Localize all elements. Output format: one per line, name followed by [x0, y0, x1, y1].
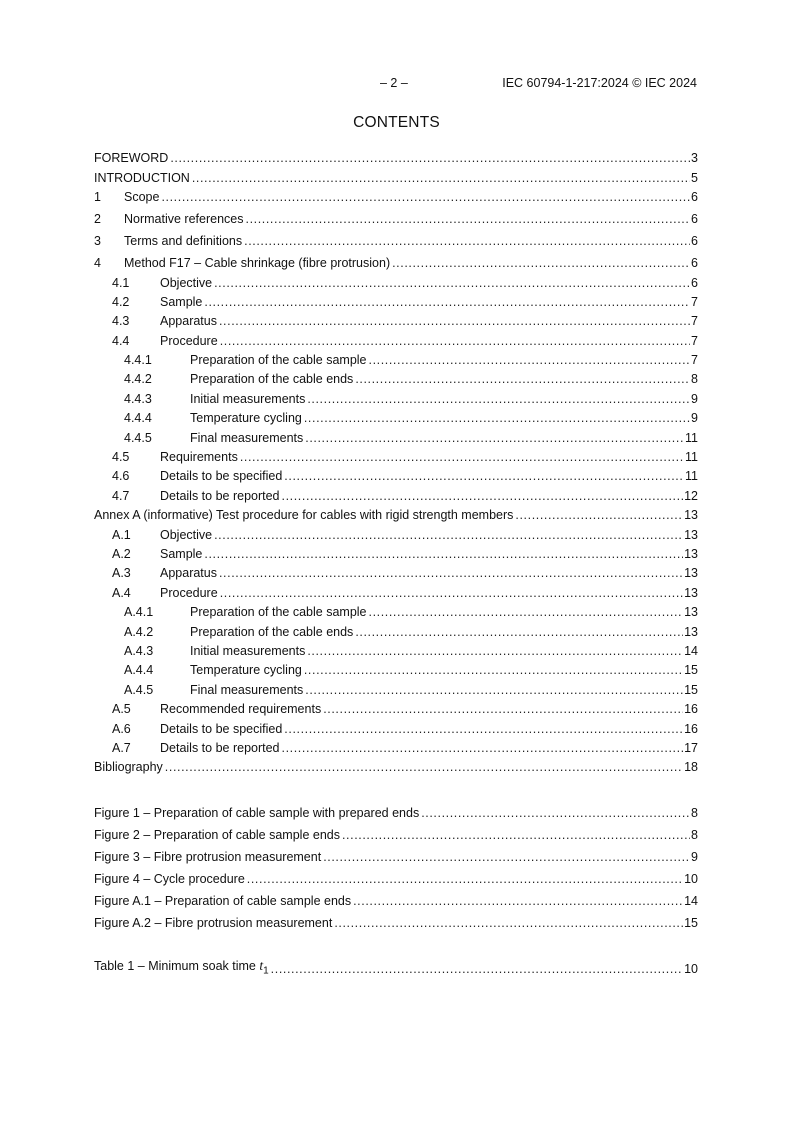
toc-entry[interactable] [94, 755, 698, 774]
toc-entry-title: Recommended requirements [160, 702, 322, 717]
table-entry[interactable] [94, 954, 698, 976]
toc-entry-title: Details to be specified [160, 469, 283, 484]
dot-leader [204, 545, 683, 559]
figure-entry-title: Figure 1 – Preparation of cable sample with prepared ends [94, 806, 420, 821]
toc-entry-page: 13 [684, 624, 698, 639]
toc-entry[interactable] [94, 309, 698, 328]
figure-entry[interactable] [94, 908, 698, 930]
figure-entry[interactable] [94, 842, 698, 864]
toc-entry-number: 4.4.2 [124, 372, 152, 387]
toc-entry-page: 6 [691, 190, 698, 205]
toc-entry[interactable] [94, 185, 698, 204]
toc-entry-number: A.4.2 [124, 624, 154, 639]
variable-subscript: 1 [263, 965, 269, 977]
toc-entry[interactable] [94, 483, 698, 502]
toc-entry-number: 4.6 [112, 469, 130, 484]
dot-leader [369, 603, 684, 617]
toc-entry-page: 13 [684, 585, 698, 600]
toc-entry-number: 4.3 [112, 314, 130, 329]
toc-entry[interactable] [94, 677, 698, 696]
dot-leader [307, 390, 690, 404]
dot-leader [247, 870, 683, 884]
dot-leader [204, 293, 690, 307]
section-spacer [94, 774, 698, 798]
toc-entry-page: 13 [684, 546, 698, 561]
toc-entry-page: 11 [685, 469, 698, 484]
dot-leader [284, 720, 683, 734]
toc-entry[interactable] [94, 270, 698, 289]
toc-entry-title: Temperature cycling [190, 411, 302, 426]
figure-entry-page: 8 [691, 828, 698, 843]
toc-entry-title: Procedure [160, 333, 218, 348]
toc-entry-title: Procedure [160, 585, 218, 600]
figure-entry[interactable] [94, 886, 698, 908]
figure-entry[interactable] [94, 864, 698, 886]
toc-entry-number: A.4.4 [124, 663, 154, 678]
dot-leader [515, 506, 683, 520]
dot-leader [307, 642, 683, 656]
variable-symbol: t [259, 957, 264, 973]
dot-leader [355, 370, 690, 384]
toc-entry-title: Objective [160, 275, 213, 290]
toc-entry-page: 6 [691, 275, 698, 290]
toc-entry-number: 4.4.4 [124, 411, 152, 426]
toc-entry[interactable] [94, 639, 698, 658]
dot-leader [353, 892, 683, 906]
toc-entry-page: 12 [684, 488, 698, 503]
dot-leader [192, 169, 690, 183]
toc-entry-page: 11 [685, 430, 698, 445]
toc-entry-page: 7 [691, 353, 698, 368]
toc-entry-number: 4 [94, 256, 101, 271]
dot-leader [304, 409, 690, 423]
toc-entry-title: Temperature cycling [190, 663, 302, 678]
toc-entry-page: 3 [691, 151, 698, 166]
toc-entry-number: 4.4.1 [124, 353, 152, 368]
toc-entry-title: Initial measurements [190, 643, 306, 658]
dot-leader [214, 274, 690, 288]
figure-entry-page: 8 [691, 806, 698, 821]
toc-entry-title: Terms and definitions [124, 234, 243, 249]
figure-entry[interactable] [94, 820, 698, 842]
toc-entry[interactable] [94, 464, 698, 483]
toc-entry-title: Preparation of the cable sample [190, 605, 367, 620]
toc-entry-title: Annex A (informative) Test procedure for cables with rigid strength members [94, 508, 514, 523]
figure-entry-page: 9 [691, 850, 698, 865]
toc-entry[interactable] [94, 348, 698, 367]
toc-entry-title: Sample [160, 294, 203, 309]
toc-entry-number: 4.4.5 [124, 430, 152, 445]
toc-entry-number: A.5 [112, 702, 131, 717]
toc-entry-number: A.3 [112, 566, 131, 581]
figure-entry-title: Figure A.2 – Fibre protrusion measurement [94, 916, 333, 931]
dot-leader [284, 467, 684, 481]
toc-entry[interactable] [94, 736, 698, 755]
toc-entry[interactable] [94, 697, 698, 716]
toc-entry-title: Method F17 – Cable shrinkage (fibre protrusion) [124, 256, 391, 271]
toc-entry[interactable] [94, 716, 698, 735]
dot-leader [246, 210, 691, 224]
toc-entry-page: 17 [684, 740, 698, 755]
toc-entry[interactable] [94, 542, 698, 561]
page-header [0, 76, 793, 92]
section-spacer [94, 930, 698, 954]
dot-leader [219, 564, 683, 578]
toc-entry-title: Apparatus [160, 566, 217, 581]
figure-entry-page: 15 [684, 916, 698, 931]
toc-entry[interactable] [94, 503, 698, 522]
toc-entry-title: FOREWORD [94, 151, 169, 166]
dot-leader [305, 681, 683, 695]
toc-entry-page: 13 [684, 566, 698, 581]
toc-entry-number: 1 [94, 190, 101, 205]
dot-leader [219, 312, 690, 326]
figure-entry-title: Figure 4 – Cycle procedure [94, 872, 245, 887]
toc-entry[interactable] [94, 445, 698, 464]
toc-entry-page: 13 [684, 527, 698, 542]
toc-entry[interactable] [94, 229, 698, 248]
toc-entry-number: 4.1 [112, 275, 130, 290]
toc-entry-number: 4.4.3 [124, 391, 152, 406]
dot-leader [240, 448, 684, 462]
toc-entry-page: 8 [691, 372, 698, 387]
toc-entry-title: Requirements [160, 450, 238, 465]
toc-entry-title: Normative references [124, 212, 244, 227]
figure-entry-title: Figure 2 – Preparation of cable sample ends [94, 828, 340, 843]
toc-entry-number: A.6 [112, 721, 131, 736]
dot-leader [220, 584, 683, 598]
dot-leader [282, 487, 684, 501]
toc-entry-title: INTRODUCTION [94, 170, 190, 185]
toc-entry-title: Final measurements [190, 430, 304, 445]
toc-entry-page: 15 [684, 663, 698, 678]
toc-entry-title: Sample [160, 546, 203, 561]
toc-entry[interactable] [94, 328, 698, 347]
dot-leader [282, 739, 684, 753]
figure-entry-title: Figure A.1 – Preparation of cable sample ends [94, 894, 352, 909]
toc-entry-page: 14 [684, 643, 698, 658]
toc-entry-title: Apparatus [160, 314, 217, 329]
toc-entry-number: A.1 [112, 527, 131, 542]
toc-entry-title: Bibliography [94, 760, 163, 775]
toc-entry-number: A.4 [112, 585, 131, 600]
toc-entry-page: 13 [684, 508, 698, 523]
dot-leader [304, 661, 683, 675]
toc-entry-page: 7 [691, 294, 698, 309]
toc-entry-page: 16 [684, 702, 698, 717]
table-entry-text: Table 1 – Minimum soak time [94, 958, 260, 973]
dot-leader [244, 232, 690, 246]
figure-entry[interactable] [94, 798, 698, 820]
toc-entry-page: 16 [684, 721, 698, 736]
dot-leader [323, 848, 690, 862]
toc-entry-page: 9 [691, 411, 698, 426]
toc-entry-title: Details to be specified [160, 721, 283, 736]
toc-entry[interactable] [94, 165, 698, 184]
toc-entry-title: Preparation of the cable ends [190, 372, 354, 387]
toc-entry-number: 3 [94, 234, 101, 249]
dot-leader [323, 700, 683, 714]
dot-leader [305, 429, 684, 443]
toc-entry-page: 18 [684, 760, 698, 775]
toc-entry-page: 15 [684, 682, 698, 697]
toc-entry-number: 4.7 [112, 488, 130, 503]
contents-title: CONTENTS [353, 114, 440, 131]
toc-entry-number: A.4.5 [124, 682, 154, 697]
dot-leader [220, 332, 690, 346]
toc-entry-page: 7 [691, 333, 698, 348]
toc-entry-page: 7 [691, 314, 698, 329]
toc-entry[interactable] [94, 367, 698, 386]
toc-entry[interactable] [94, 561, 698, 580]
toc-entry-number: 2 [94, 212, 101, 227]
toc-entry-page: 9 [691, 391, 698, 406]
toc-entry-title: Details to be reported [160, 488, 280, 503]
dot-leader [334, 914, 683, 928]
toc-entry-title: Final measurements [190, 682, 304, 697]
toc-entry-title: Initial measurements [190, 391, 306, 406]
figure-entry-title: Figure 3 – Fibre protrusion measurement [94, 850, 322, 865]
toc-entry-number: 4.2 [112, 294, 130, 309]
toc-entry-number: A.7 [112, 740, 131, 755]
toc-entry-page: 6 [691, 234, 698, 249]
toc-entry[interactable] [94, 425, 698, 444]
toc-entry[interactable] [94, 251, 698, 270]
toc-entry-title: Details to be reported [160, 740, 280, 755]
toc-entry[interactable] [94, 522, 698, 541]
toc-entry-page: 5 [691, 170, 698, 185]
toc-entry[interactable] [94, 207, 698, 226]
toc-entry[interactable] [94, 406, 698, 425]
dot-leader [421, 804, 690, 818]
document-id: IEC 60794-1-217:2024 © IEC 2024 [502, 76, 697, 90]
toc-entry[interactable] [94, 619, 698, 638]
dot-leader [342, 826, 690, 840]
dot-leader [214, 526, 683, 540]
toc-entry[interactable] [94, 386, 698, 405]
toc-entry-number: A.2 [112, 546, 131, 561]
dot-leader [170, 149, 690, 163]
figure-entry-page: 14 [684, 894, 698, 909]
toc-entry[interactable] [94, 580, 698, 599]
dot-leader [355, 623, 683, 637]
toc-entry[interactable] [94, 146, 698, 165]
table-entry-title [94, 958, 271, 977]
toc-entry[interactable] [94, 658, 698, 677]
toc-entry-page: 6 [691, 256, 698, 271]
toc-entry-title: Objective [160, 527, 213, 542]
dot-leader [271, 960, 683, 974]
table-entry-page: 10 [684, 962, 698, 977]
toc-entry-page: 11 [685, 450, 698, 465]
toc-entry-title: Preparation of the cable sample [190, 353, 367, 368]
toc-entry-number: A.4.3 [124, 643, 154, 658]
toc-entry-page: 13 [684, 605, 698, 620]
dot-leader [165, 758, 683, 772]
dot-leader [369, 351, 691, 365]
table-of-contents [94, 146, 698, 976]
toc-entry[interactable] [94, 600, 698, 619]
figure-entry-page: 10 [684, 872, 698, 887]
toc-entry-number: 4.4 [112, 333, 130, 348]
toc-entry-title: Preparation of the cable ends [190, 624, 354, 639]
toc-entry-number: 4.5 [112, 450, 130, 465]
toc-entry[interactable] [94, 290, 698, 309]
toc-entry-number: A.4.1 [124, 605, 154, 620]
dot-leader [392, 254, 690, 268]
page-number: – 2 – [380, 76, 408, 90]
toc-entry-title: Scope [124, 190, 160, 205]
toc-entry-page: 6 [691, 212, 698, 227]
dot-leader [161, 188, 690, 202]
